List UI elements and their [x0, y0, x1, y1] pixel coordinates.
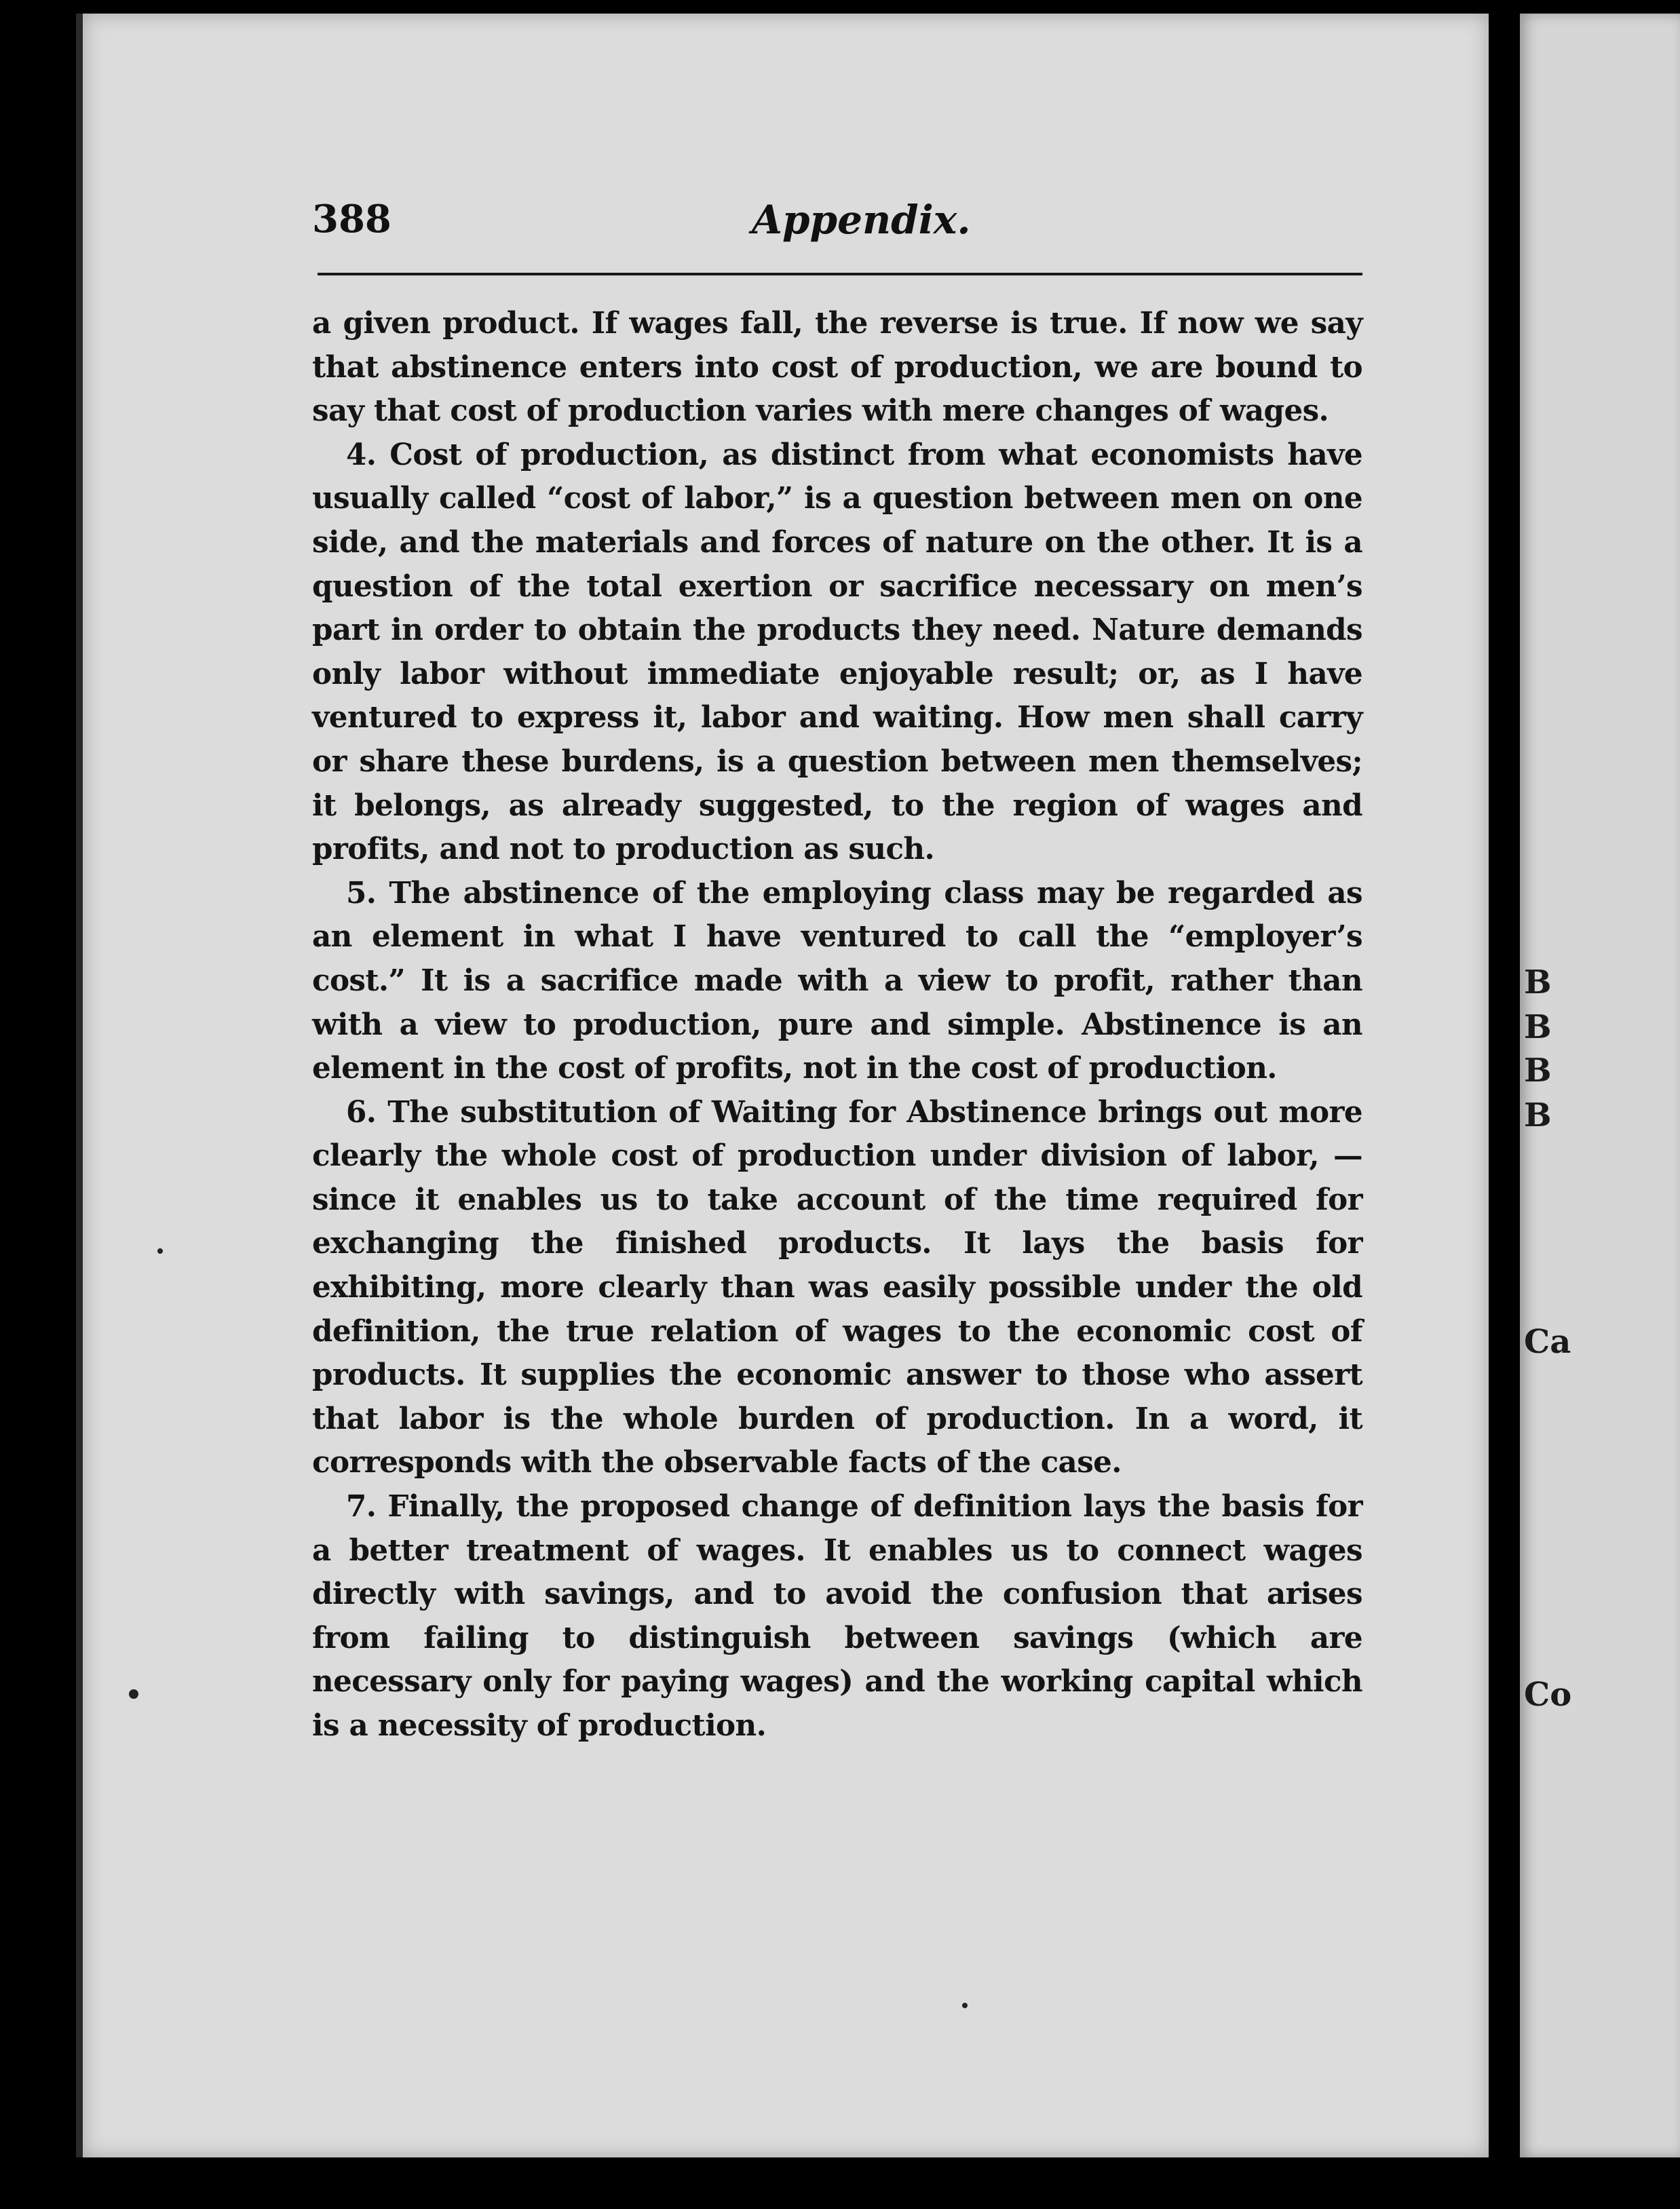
- facing-page-fragment: B: [1524, 963, 1552, 1001]
- facing-page-fragment: B: [1524, 1008, 1552, 1046]
- running-title: Appendix.: [752, 197, 971, 243]
- facing-page-fragment: Ca: [1524, 1323, 1571, 1361]
- header-rule: [318, 273, 1362, 275]
- scan-speck: [962, 2003, 968, 2008]
- paragraph-point-5: 5. The abstinence of the employing class may be regarded as an element in what I have ventured to call the “employer’s cost.” It is a sacrifice made with a view to profit, rather than with a view to production, pure and simple. Abstinence is an element in the cost of profits, not in the cost of production.: [312, 875, 1362, 1086]
- scan-speck: [129, 1689, 138, 1699]
- paragraph-continuation: a given product. If wages fall, the reverse is true. If now we say that abstinence enters into cost of production, we are bound to say that cost of production varies with mere changes of wages.: [312, 306, 1362, 429]
- facing-page-fragment: Co: [1524, 1676, 1572, 1714]
- page-number: 388: [312, 197, 392, 242]
- scan-speck: [157, 1248, 163, 1254]
- facing-page-fragment: B: [1524, 1052, 1552, 1090]
- body-text: [312, 302, 1362, 1748]
- facing-page-fragment: B: [1524, 1096, 1552, 1134]
- paragraph-point-7: 7. Finally, the proposed change of definition lays the basis for a better treatment of wages. It enables us to connect wages directly with savings, and to avoid the confusion that arises from failing to distinguish between savings (which are necessary only for paying wages) and the working capital which is a necessity of production.: [312, 1489, 1362, 1743]
- paragraph-point-4: 4. Cost of production, as distinct from what economists have usually called “cost of labor,” is a question between men on one side, and the materials and forces of nature on the other. It is a question of the total exertion or sacrifice necessary on men’s part in order to obtain the products they need. Nature demands only labor without immediate enjoyable result; or, as I have ventured to express it, labor and waiting. How men shall carry or share these burdens, is a question between men themselves; it belongs, as already suggested, to the region of wages and profits, and not to production as such.: [312, 437, 1362, 867]
- paragraph-point-6: 6. The substitution of Waiting for Abstinence brings out more clearly the whole cost of production under division of labor, — since it enables us to take account of the time required for exchanging the finished products. It lays the basis for exhibiting, more clearly than was easily possible under the old definition, the true relation of wages to the economic cost of products. It supplies the economic answer to those who assert that labor is the whole burden of production. In a word, it corresponds with the observable facts of the case.: [312, 1094, 1362, 1480]
- facing-page-edge: [1520, 14, 1680, 2157]
- page-header: [236, 197, 1362, 278]
